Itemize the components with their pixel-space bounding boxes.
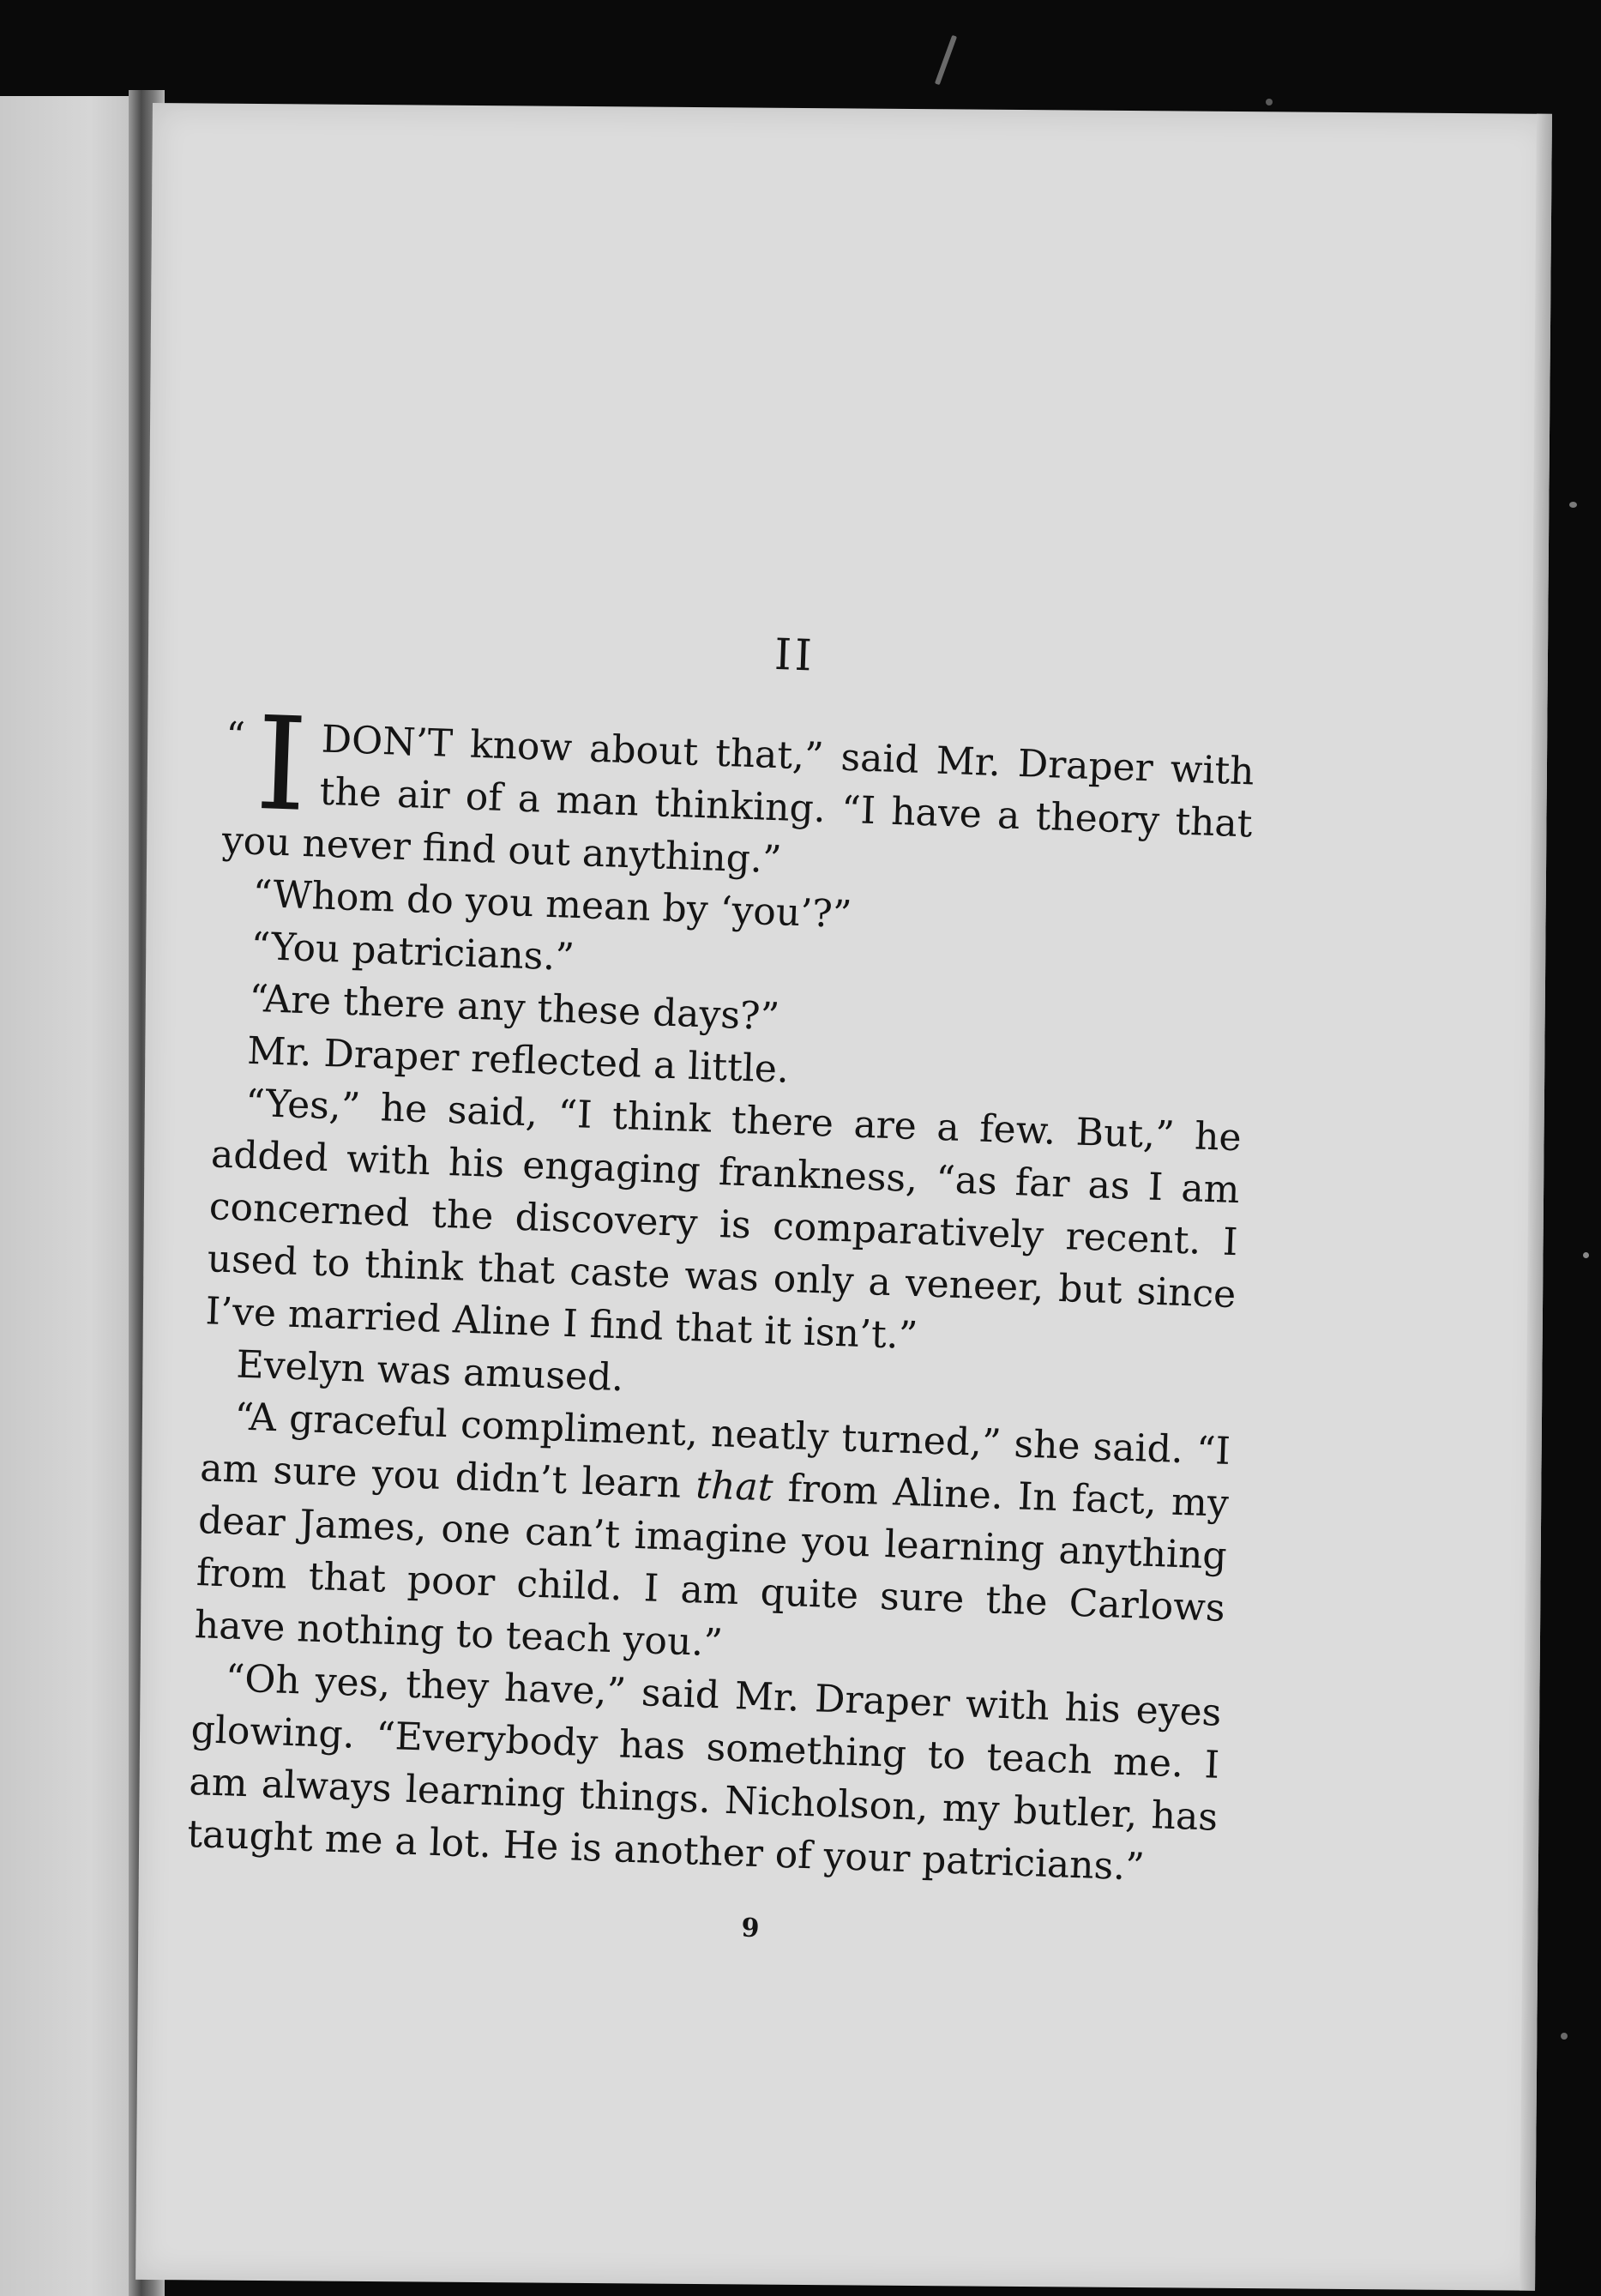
drop-cap: I bbox=[253, 689, 310, 841]
paragraph: Evelyn was amused. bbox=[235, 1342, 625, 1401]
page-edge bbox=[1520, 114, 1552, 2291]
page-text-block bbox=[184, 610, 1258, 1971]
scan-speck bbox=[1583, 1252, 1589, 1258]
opening-quote-mark: “ bbox=[225, 714, 246, 759]
scan-speck bbox=[1266, 99, 1273, 105]
italic-emphasis: that bbox=[695, 1463, 774, 1510]
page-number: 9 bbox=[741, 1913, 761, 1944]
paragraph-graceful-compliment bbox=[194, 1389, 1231, 1687]
scan-speck bbox=[1561, 2033, 1568, 2040]
left-page-edge bbox=[0, 96, 150, 2296]
paragraph-text: “A graceful compliment, neatly turned,” she said. “I am sure you didn’t learn bbox=[199, 1395, 1231, 1508]
paragraph: Mr. Draper reflected a little. bbox=[246, 1028, 790, 1092]
paragraph: “Are there any these days?” bbox=[248, 976, 780, 1040]
scan-speck bbox=[935, 35, 957, 85]
chapter-heading: II bbox=[773, 629, 816, 681]
paragraph: “Whom do you mean by ‘you’?” bbox=[251, 871, 853, 937]
opening-paragraph-text: DON’T know about that,” said Mr. Draper with the air of a man thinking. “I have a theory that you never find out anything.” bbox=[221, 717, 1255, 883]
paragraph: “Oh yes, they have,” said Mr. Draper with his eyes glowing. “Everybody has something to teach me. I am always learning things. Nicholson, my butler, has taught me a lot. He is another of your patricians.” bbox=[186, 1656, 1223, 1889]
paragraph-text: from Aline. In fact, my dear James, one can’t imagine you learning anything from that poor child. I am quite sure the Carlows have nothing to teach you.” bbox=[194, 1466, 1230, 1666]
scan-speck bbox=[1569, 502, 1577, 508]
paragraph: “You patricians.” bbox=[250, 924, 575, 979]
book-page bbox=[135, 103, 1552, 2291]
paragraph: “Yes,” he said, “I think there are a few. But,” he added with his engaging frankness, “as far as I am concerned the discovery is comparatively recent. I used to think that caste was only a veneer, but since I’ve married Aline I find that it isn’t.” bbox=[204, 1081, 1243, 1359]
